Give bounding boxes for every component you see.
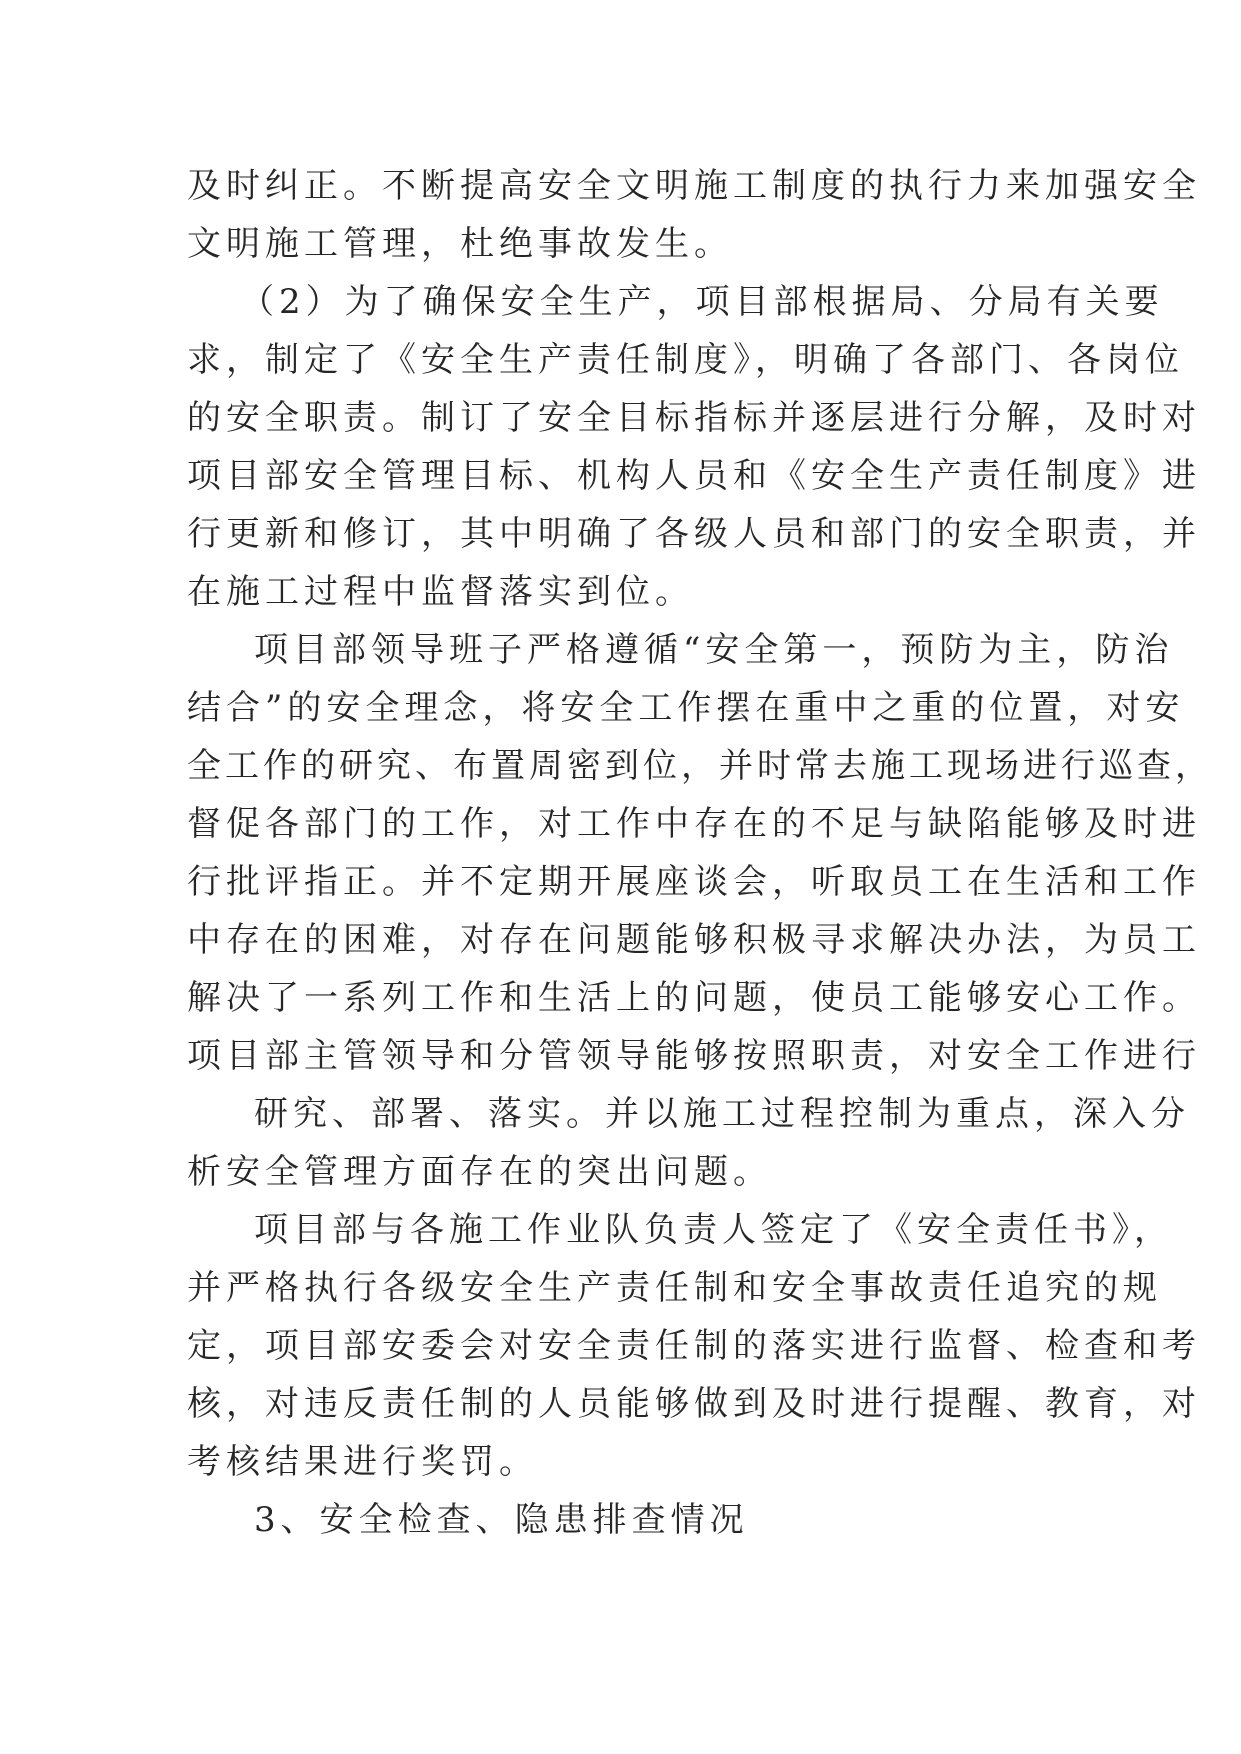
text-line: 及时纠正。不断提高安全文明施工制度的执行力来加强安全	[187, 166, 1201, 206]
text-line: 求，制定了《安全生产责任制度》，明确了各部门、各岗位	[187, 340, 1184, 380]
text-line: 文明施工管理，杜绝事故发生。	[187, 224, 733, 264]
text-line: 解决了一系列工作和生活上的问题，使员工能够安心工作。	[187, 978, 1201, 1018]
text-line: 行更新和修订，其中明确了各级人员和部门的安全职责，并	[187, 514, 1201, 554]
text-line: 结合”的安全理念，将安全工作摆在重中之重的位置，对安	[187, 688, 1185, 728]
text-line: 行批评指正。并不定期开展座谈会，听取员工在生活和工作	[187, 862, 1201, 902]
text-line: 的安全职责。制订了安全目标指标并逐层进行分解，及时对	[187, 398, 1201, 438]
text-line: （2）为了确保安全生产，项目部根据局、分局有关要	[240, 282, 1164, 322]
text-line: 并严格执行各级安全生产责任制和安全事故责任追究的规	[187, 1268, 1162, 1308]
section-heading: 3、安全检查、隐患排查情况	[254, 1500, 749, 1540]
text-line: 全工作的研究、布置周密到位，并时常去施工现场进行巡查，	[187, 746, 1213, 786]
text-line: 督促各部门的工作，对工作中存在的不足与缺陷能够及时进	[187, 804, 1201, 844]
text-line: 定，项目部安委会对安全责任制的落实进行监督、检查和考	[187, 1326, 1201, 1366]
text-line: 研究、部署、落实。并以施工过程控制为重点，深入分	[254, 1094, 1190, 1134]
text-line: 核，对违反责任制的人员能够做到及时进行提醒、教育，对	[187, 1384, 1201, 1424]
text-line: 项目部安全管理目标、机构人员和《安全生产责任制度》进	[187, 456, 1201, 496]
text-line: 考核结果进行奖罚。	[187, 1442, 538, 1482]
text-line: 项目部主管领导和分管领导能够按照职责，对安全工作进行	[187, 1036, 1201, 1076]
text-line: 项目部领导班子严格遵循“安全第一，预防为主，防治	[254, 630, 1174, 670]
text-line: 在施工过程中监督落实到位。	[187, 572, 694, 612]
text-line: 析安全管理方面存在的突出问题。	[187, 1152, 772, 1192]
text-line: 项目部与各施工作业队负责人签定了《安全责任书》，	[254, 1210, 1173, 1250]
text-line: 中存在的困难，对存在问题能够积极寻求解决办法，为员工	[187, 920, 1201, 960]
